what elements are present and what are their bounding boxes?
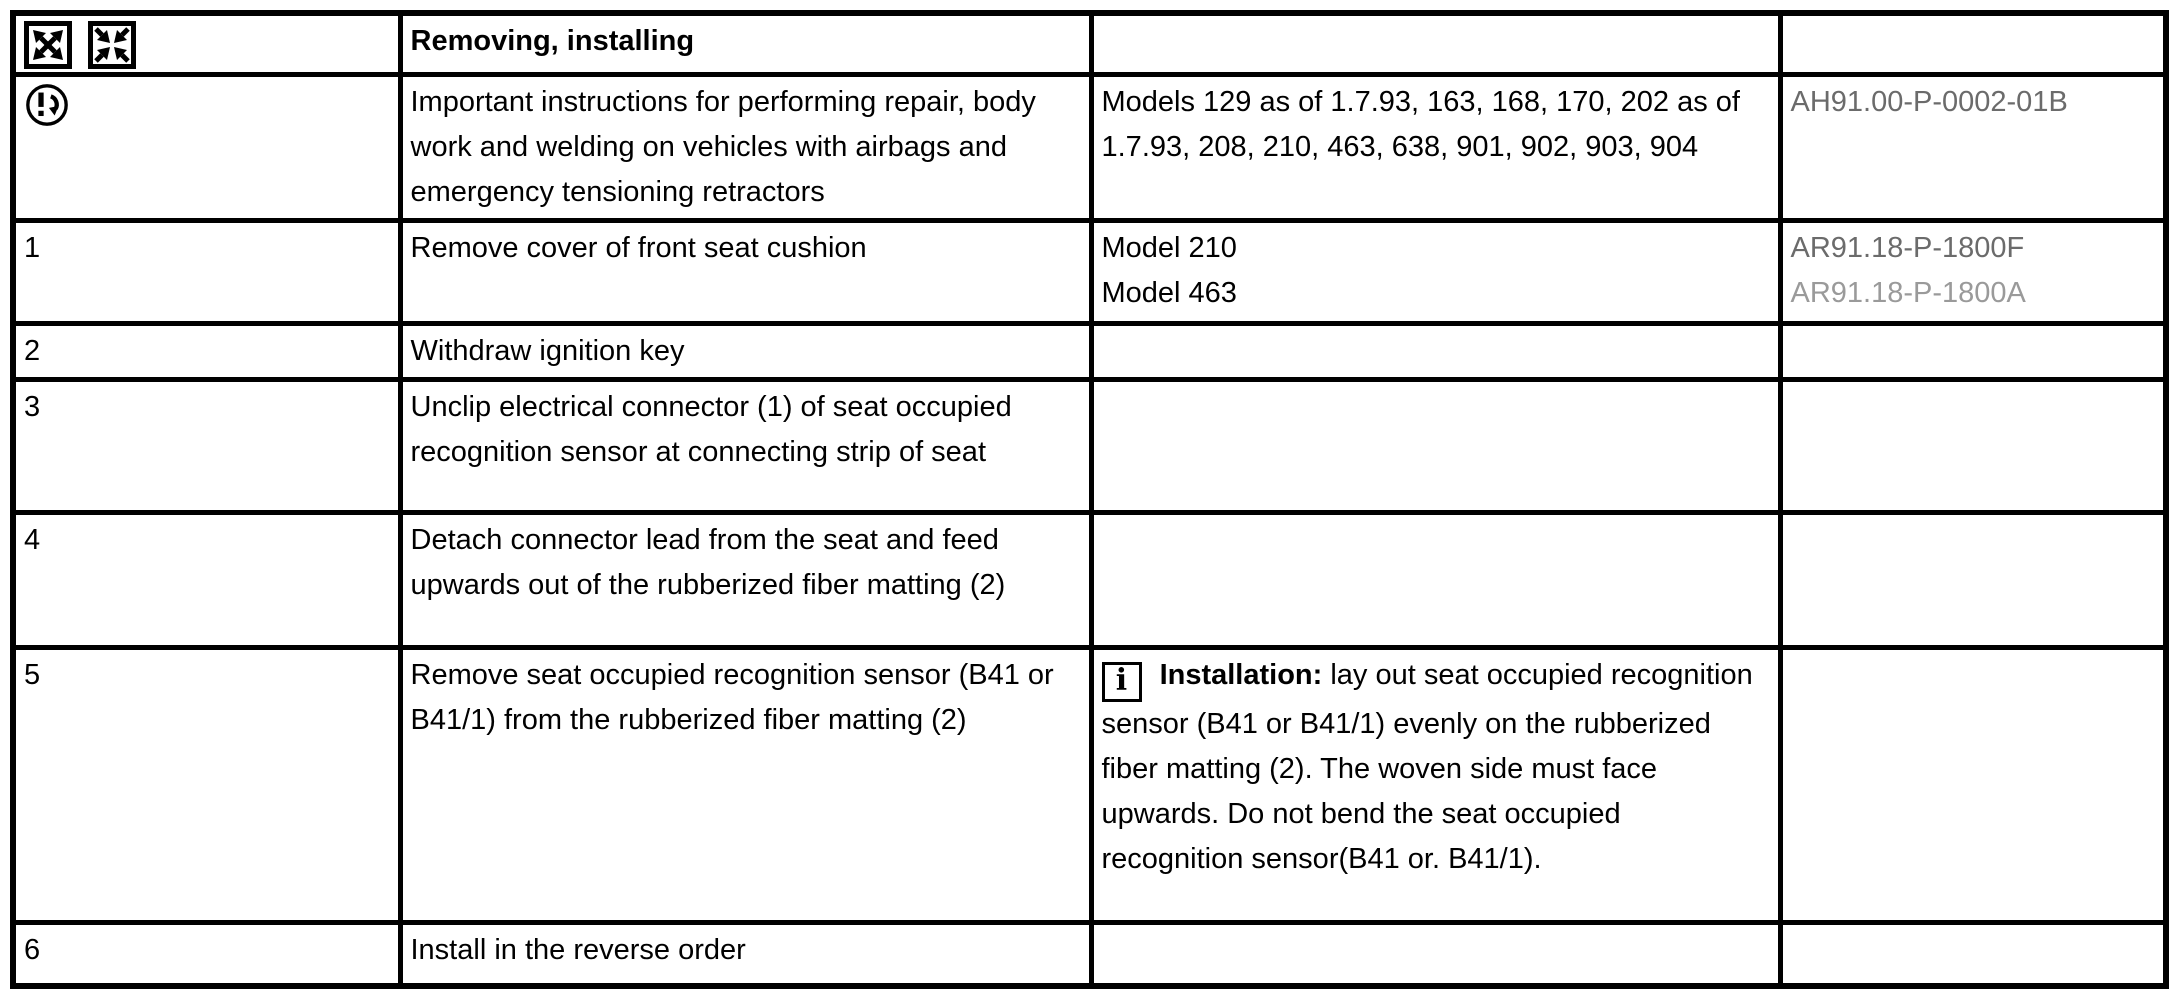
cell-empty bbox=[1091, 923, 1780, 986]
danger-icon bbox=[24, 82, 70, 128]
cell-empty bbox=[1780, 648, 2166, 923]
table-row-step1 bbox=[13, 221, 2166, 324]
cell-danger bbox=[13, 75, 400, 221]
cell-doc-code bbox=[1780, 75, 2166, 221]
cell-empty bbox=[1091, 380, 1780, 513]
task-text: Unclip electrical connector (1) of seat occupied recognition sensor at connecting strip of seat bbox=[400, 380, 1091, 513]
task-text: Important instructions for performing repair, body work and welding on vehicles with airbags and emergency tensioning retractors bbox=[400, 75, 1091, 221]
doc-code-link[interactable]: AR91.18-P-1800F bbox=[1790, 232, 2025, 264]
cell-window-icons bbox=[13, 13, 400, 75]
cell-empty bbox=[1780, 324, 2166, 380]
model-line: Model 463 bbox=[1101, 277, 1237, 309]
cell-empty bbox=[1091, 513, 1780, 648]
doc-code-link[interactable]: AH91.00-P-0002-01B bbox=[1790, 86, 2068, 118]
step-number: 6 bbox=[13, 923, 400, 986]
cell-empty bbox=[1780, 380, 2166, 513]
doc-code-link[interactable]: AR91.18-P-1800A bbox=[1790, 277, 2026, 309]
step-number: 1 bbox=[13, 221, 400, 324]
task-text: Remove seat occupied recognition sensor (B41 or B41/1) from the rubberized fiber matting (2) bbox=[400, 648, 1091, 923]
step-number: 5 bbox=[13, 648, 400, 923]
model-line: Model 210 bbox=[1101, 232, 1237, 264]
installation-note bbox=[1091, 648, 1780, 923]
collapse-icon[interactable] bbox=[88, 21, 136, 69]
step-number: 2 bbox=[13, 324, 400, 380]
task-text: Detach connector lead from the seat and feed upwards out of the rubberized fiber matting (2) bbox=[400, 513, 1091, 648]
cell-empty bbox=[1780, 513, 2166, 648]
table-row-step4 bbox=[13, 513, 2166, 648]
task-text: Withdraw ignition key bbox=[400, 324, 1091, 380]
cell-empty bbox=[1091, 324, 1780, 380]
models-text: Models 129 as of 1.7.93, 163, 168, 170, 202 as of 1.7.93, 208, 210, 463, 638, 901, 902, 903, 904 bbox=[1091, 75, 1780, 221]
cell-models bbox=[1091, 221, 1780, 324]
step-number: 3 bbox=[13, 380, 400, 513]
table-row-header bbox=[13, 13, 2166, 75]
cell-empty bbox=[1780, 13, 2166, 75]
note-text: lay out seat occupied recognition sensor (B41 or B41/1) evenly on the rubberized fiber matting (2). The woven side must face upwards. Do not bend the seat occupied recognition sensor(B41 or. B41/1). bbox=[1101, 659, 1753, 875]
table-row-step5 bbox=[13, 648, 2166, 923]
cell-empty bbox=[1780, 923, 2166, 986]
step-number: 4 bbox=[13, 513, 400, 648]
task-text: Remove cover of front seat cushion bbox=[400, 221, 1091, 324]
section-title: Removing, installing bbox=[400, 13, 1091, 75]
cell-doc-code bbox=[1780, 221, 2166, 324]
note-label: Installation: bbox=[1159, 659, 1323, 691]
table-row-step3 bbox=[13, 380, 2166, 513]
table-row-step2 bbox=[13, 324, 2166, 380]
info-icon: i bbox=[1102, 662, 1142, 702]
task-text: Install in the reverse order bbox=[400, 923, 1091, 986]
table-row-step6 bbox=[13, 923, 2166, 986]
procedure-table bbox=[10, 10, 2169, 989]
expand-icon[interactable] bbox=[24, 21, 72, 69]
cell-empty bbox=[1091, 13, 1780, 75]
table-row-important bbox=[13, 75, 2166, 221]
